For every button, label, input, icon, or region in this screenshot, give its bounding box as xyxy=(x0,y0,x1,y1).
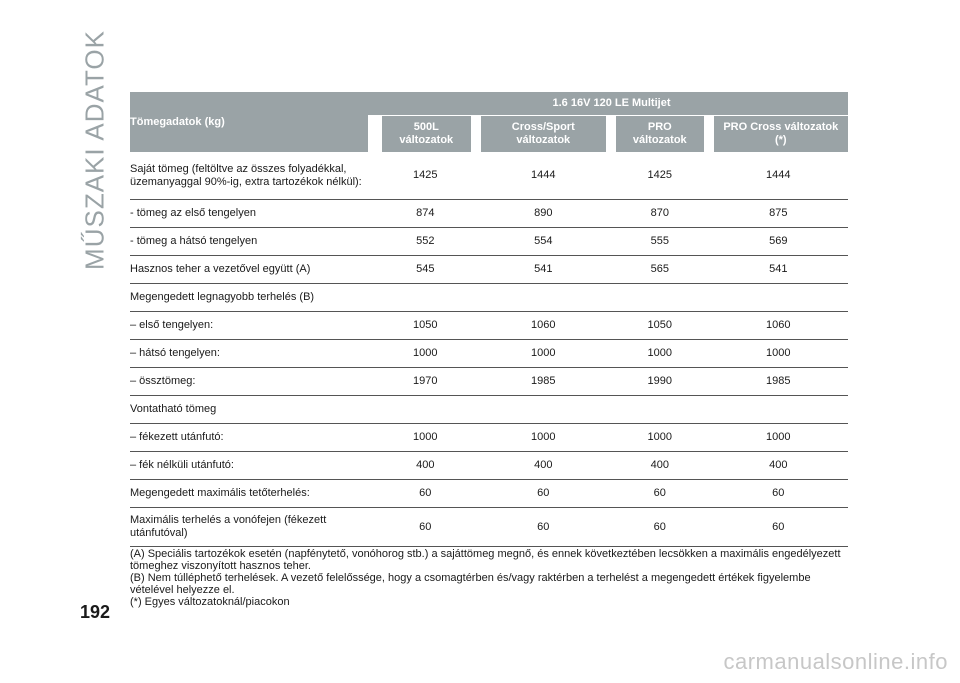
row-label: - tömeg a hátsó tengelyen xyxy=(130,228,375,256)
row-label: – fék nélküli utánfutó: xyxy=(130,452,375,480)
row-value: 1000 xyxy=(611,424,709,452)
table-row xyxy=(130,200,848,228)
variant-header-500l: 500L változatok xyxy=(375,116,476,153)
row-label: Vontatható tömeg xyxy=(130,396,375,424)
row-value: 890 xyxy=(476,200,611,228)
page-number: 192 xyxy=(80,602,111,622)
row-label: - tömeg az első tengelyen xyxy=(130,200,375,228)
row-value: 60 xyxy=(709,480,848,508)
row-value: 400 xyxy=(476,452,611,480)
row-label: Maximális terhelés a vonófejen (fékezett utánfutóval) xyxy=(130,508,375,547)
row-value: 400 xyxy=(709,452,848,480)
table-corner-header: Tömegadatok (kg) xyxy=(130,92,375,152)
variant-header-pro-cross: PRO Cross változatok (*) xyxy=(709,116,848,153)
row-label: Hasznos teher a vezetővel együtt (A) xyxy=(130,256,375,284)
variant-header-pro: PRO változatok xyxy=(611,116,709,153)
table-row xyxy=(130,396,848,424)
table-row xyxy=(130,284,848,312)
row-value: 1060 xyxy=(476,312,611,340)
row-value xyxy=(375,396,476,424)
row-label: Megengedett maximális tetőterhelés: xyxy=(130,480,375,508)
row-value: 60 xyxy=(476,508,611,547)
row-value xyxy=(709,396,848,424)
footnote-a: (A) Speciális tartozékok esetén (napfénytető, vonóhorog stb.) a sajáttömeg megnő, és ennek következtében lecsökken a maximális engedélyezett tömeghez viszonyított hasznos teher. xyxy=(130,548,841,572)
row-value: 400 xyxy=(611,452,709,480)
row-value: 1000 xyxy=(709,340,848,368)
row-value: 1425 xyxy=(375,152,476,200)
row-value xyxy=(611,284,709,312)
row-value: 874 xyxy=(375,200,476,228)
row-label: – első tengelyen: xyxy=(130,312,375,340)
row-value: 60 xyxy=(375,480,476,508)
section-title xyxy=(79,30,110,270)
row-value: 1985 xyxy=(476,368,611,396)
row-value xyxy=(375,284,476,312)
row-value: 552 xyxy=(375,228,476,256)
row-value: 569 xyxy=(709,228,848,256)
footnotes xyxy=(130,548,848,608)
row-value: 1000 xyxy=(709,424,848,452)
row-value: 1060 xyxy=(709,312,848,340)
row-value xyxy=(476,284,611,312)
table-row xyxy=(130,228,848,256)
row-value: 541 xyxy=(709,256,848,284)
row-value: 555 xyxy=(611,228,709,256)
engine-group-header: 1.6 16V 120 LE Multijet xyxy=(375,92,848,116)
row-value: 1050 xyxy=(611,312,709,340)
row-value: 875 xyxy=(709,200,848,228)
row-value: 60 xyxy=(476,480,611,508)
footnote-b: (B) Nem túlléphető terhelések. A vezető felelőssége, hogy a csomagtérben és/vagy raktérben a terhelést a megengedett értékek figyelembe vételével helyezze el. xyxy=(130,572,811,596)
row-label: Megengedett legnagyobb terhelés (B) xyxy=(130,284,375,312)
table-row xyxy=(130,312,848,340)
row-value: 400 xyxy=(375,452,476,480)
row-value: 1000 xyxy=(476,340,611,368)
table-row xyxy=(130,508,848,547)
table-row xyxy=(130,452,848,480)
row-value: 1444 xyxy=(476,152,611,200)
row-value: 60 xyxy=(611,508,709,547)
row-label: – hátsó tengelyen: xyxy=(130,340,375,368)
row-value: 1970 xyxy=(375,368,476,396)
weight-data-table xyxy=(130,92,848,547)
row-value: 541 xyxy=(476,256,611,284)
variant-header-cross-sport: Cross/Sport változatok xyxy=(476,116,611,153)
table-row xyxy=(130,340,848,368)
section-title-text: MŰSZAKI ADATOK xyxy=(79,30,110,270)
row-value xyxy=(611,396,709,424)
row-value: 1444 xyxy=(709,152,848,200)
row-value: 60 xyxy=(709,508,848,547)
row-value: 1050 xyxy=(375,312,476,340)
table-row xyxy=(130,424,848,452)
row-label: – össztömeg: xyxy=(130,368,375,396)
row-label: – fékezett utánfutó: xyxy=(130,424,375,452)
row-value: 1000 xyxy=(375,340,476,368)
row-value: 554 xyxy=(476,228,611,256)
row-value xyxy=(709,284,848,312)
row-value: 1000 xyxy=(476,424,611,452)
row-value: 60 xyxy=(375,508,476,547)
table-row xyxy=(130,368,848,396)
row-value: 565 xyxy=(611,256,709,284)
row-value: 1990 xyxy=(611,368,709,396)
row-value: 60 xyxy=(611,480,709,508)
row-label: Saját tömeg (feltöltve az összes folyadékkal, üzemanyaggal 90%-ig, extra tartozékok nélkül): xyxy=(130,152,375,200)
row-value: 1425 xyxy=(611,152,709,200)
row-value: 1000 xyxy=(375,424,476,452)
row-value: 870 xyxy=(611,200,709,228)
row-value: 545 xyxy=(375,256,476,284)
table-row xyxy=(130,256,848,284)
watermark: carmanualsonline.info xyxy=(723,649,948,674)
row-value xyxy=(476,396,611,424)
row-value: 1985 xyxy=(709,368,848,396)
table-row xyxy=(130,152,848,200)
table-row xyxy=(130,480,848,508)
row-value: 1000 xyxy=(611,340,709,368)
footnote-asterisk: (*) Egyes változatoknál/piacokon xyxy=(130,596,290,608)
